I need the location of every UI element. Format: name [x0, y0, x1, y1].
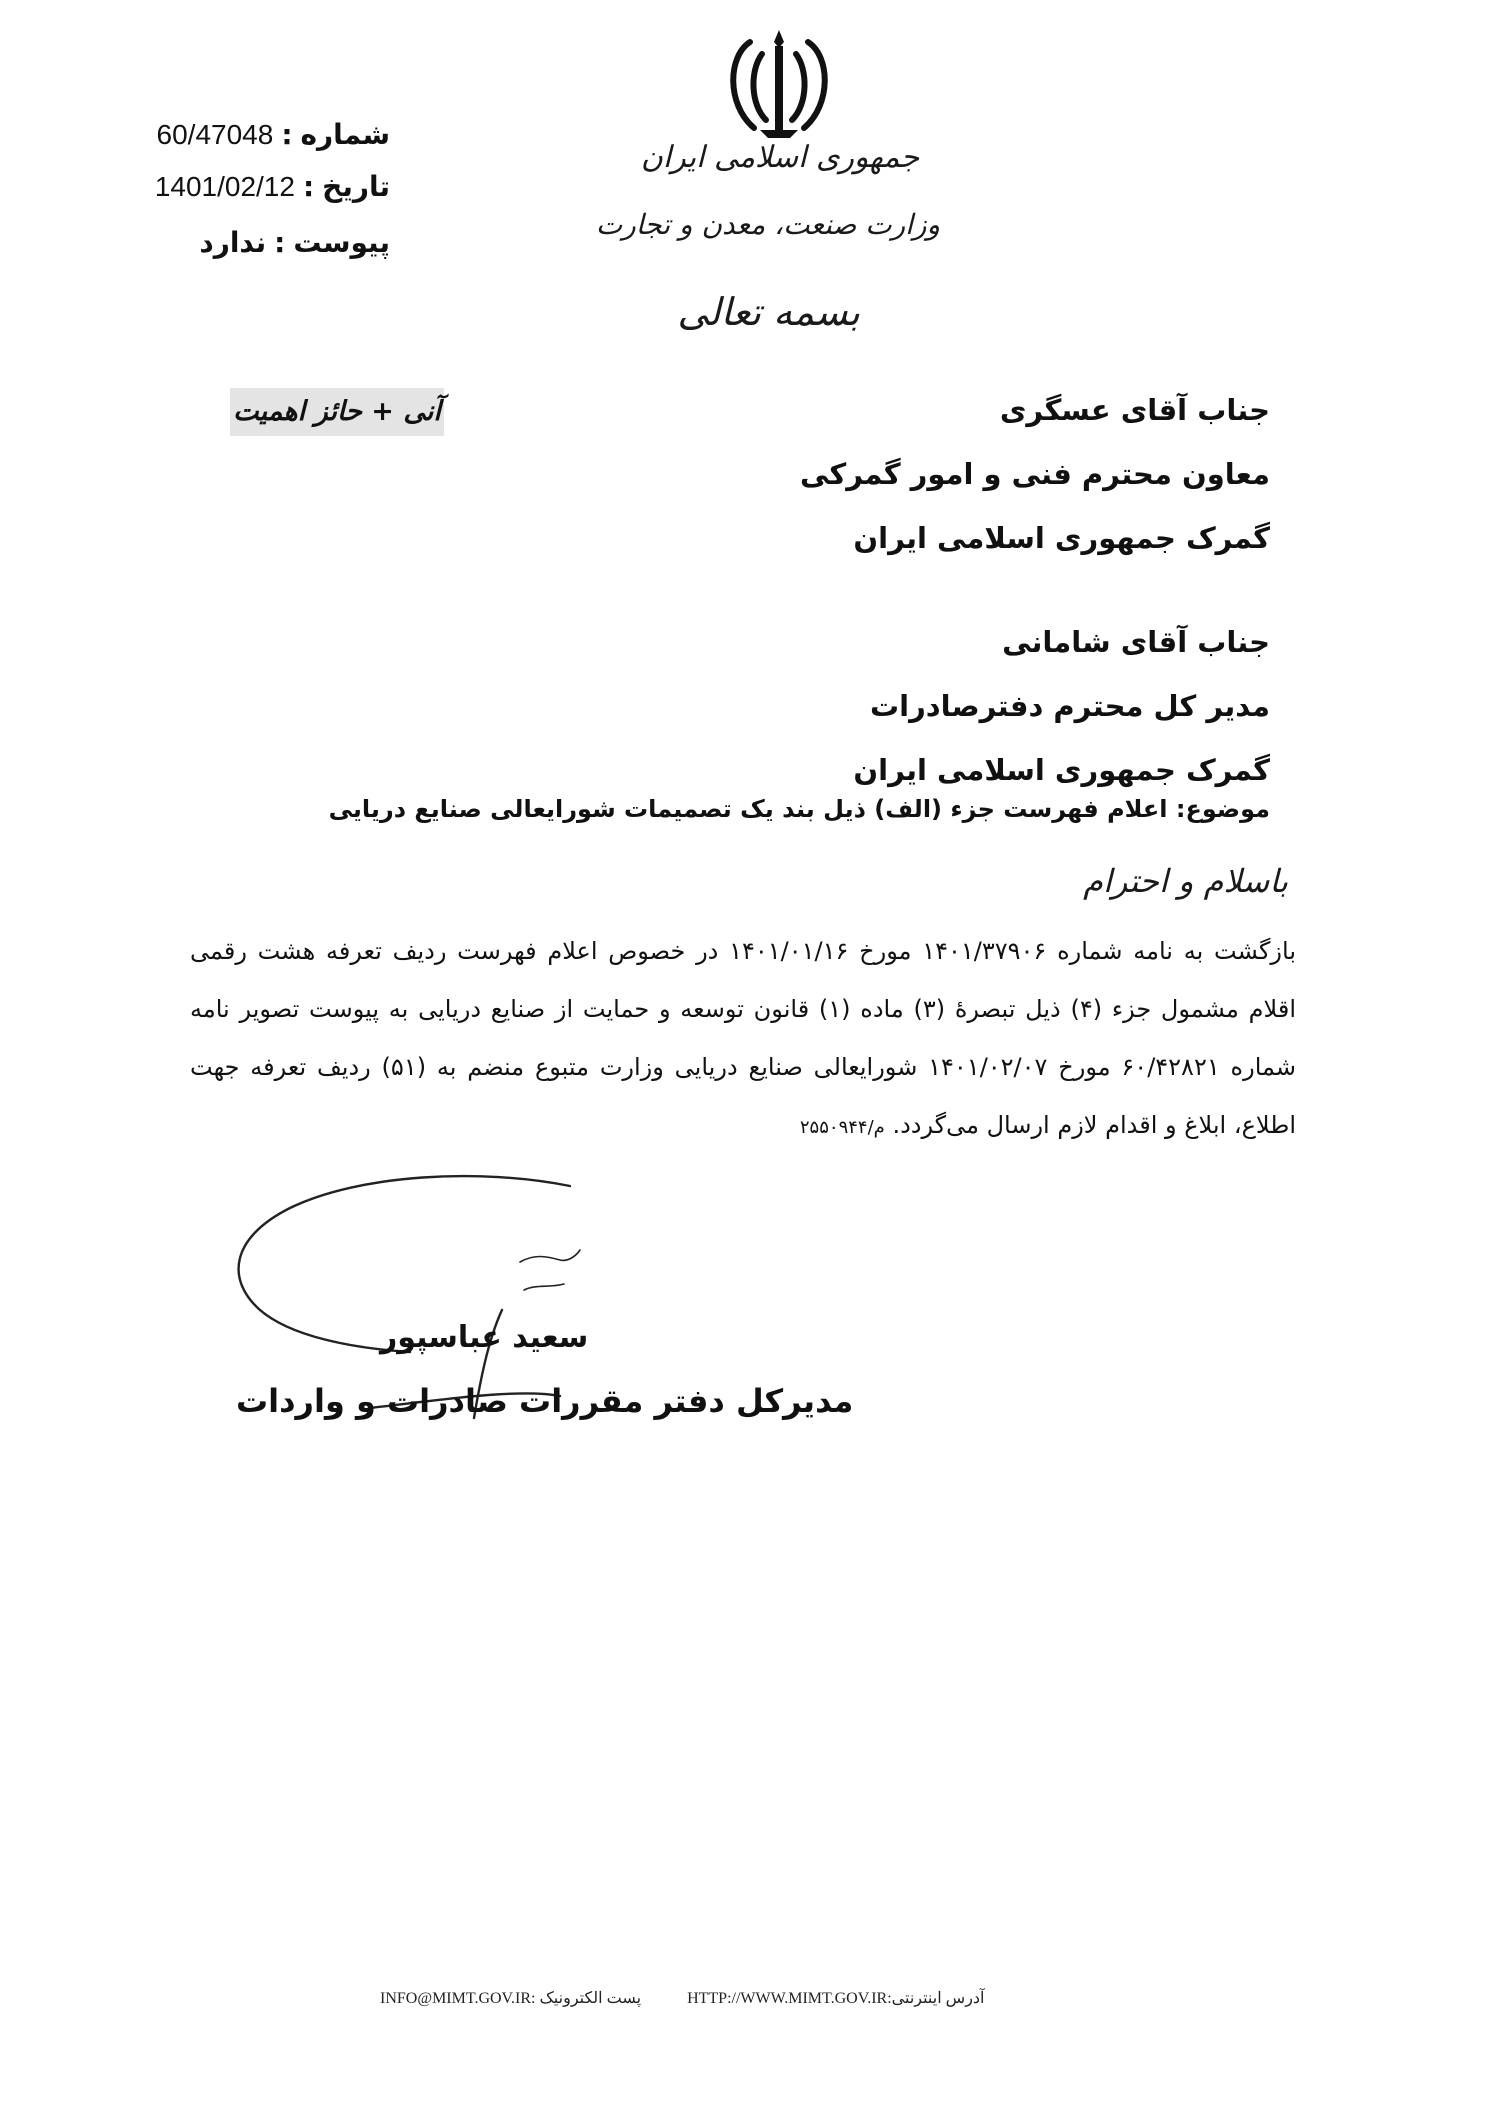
basmala-text: بسمه تعالی — [677, 290, 860, 334]
addressee-block-2 — [853, 622, 1270, 814]
letter-date: تاریخ:1401/02/12 — [154, 170, 390, 203]
reference-number: م/۲۵۵۰۹۴۴ — [799, 1117, 885, 1138]
letter-number-value: 60/47048 — [156, 119, 274, 150]
addressee-1-position: معاون محترم فنی و امور گمرکی — [800, 457, 1270, 491]
addressee-2-name: جناب آقای شامانی — [1002, 625, 1270, 659]
letter-attachment-value: ندارد — [199, 226, 267, 259]
addressee-2-organization: گمرک جمهوری اسلامی ایران — [853, 753, 1270, 787]
footer-website-label: آدرس اینترنتی — [891, 1990, 985, 2007]
urgency-badge: آنی + حائز اهمیت — [230, 388, 444, 436]
footer — [380, 1988, 1140, 2008]
footer-email: INFO@MIMT.GOV.IR: — [380, 1990, 536, 2007]
footer-email-label: پست الکترونیک — [539, 1990, 642, 2007]
addressee-1-organization: گمرک جمهوری اسلامی ایران — [853, 521, 1270, 555]
emblem-icon — [720, 22, 838, 142]
signatory-title: مدیرکل دفتر مقررات صادرات و واردات — [236, 1382, 854, 1420]
emblem-ministry-text: وزارت صنعت، معدن و تجارت — [595, 208, 940, 241]
addressee-block-1 — [800, 390, 1270, 582]
greeting-text: باسلام و احترام — [1083, 862, 1288, 900]
letter-attachment-label: پیوست — [293, 226, 390, 259]
footer-website: HTTP://WWW.MIMT.GOV.IR: — [687, 1990, 892, 2007]
letter-body — [190, 922, 1296, 1157]
letter-number: شماره:60/47048 — [156, 118, 390, 151]
addressee-1-name: جناب آقای عسگری — [999, 393, 1270, 427]
letter-body-text: بازگشت به نامه شماره ۱۴۰۱/۳۷۹۰۶ مورخ ۱۴۰۱/۰۱/۱۶ در خصوص اعلام فهرست ردیف تعرفه هشت رقمی اقلام مشمول جزء (۴) ذیل تبصرهٔ (۳) ماده (۱) قانون توسعه و حمایت از صنایع دریایی به پیوست تصویر نامه شماره ۶۰/۴۲۸۲۱ مورخ ۱۴۰۱/۰۲/۰۷ شورایعالی صنایع دریایی وزارت متبوع منضم به (۵۱) ردیف تعرفه جهت اطلاع، ابلاغ و اقدام لازم ارسال می‌گردد. — [190, 937, 1297, 1139]
emblem-country-text: جمهوری اسلامی ایران — [640, 140, 920, 175]
signatory-name: سعید عباسپور — [380, 1320, 589, 1355]
letter-subject: موضوع: اعلام فهرست جزء (الف) ذیل بند یک تصمیمات شورایعالی صنایع دریایی — [328, 795, 1270, 823]
letter-number-label: شماره — [300, 118, 390, 151]
letter-date-value: 1401/02/12 — [154, 171, 295, 202]
addressee-2-position: مدیر کل محترم دفترصادرات — [870, 689, 1270, 723]
letter-attachment: پیوست:ندارد — [199, 226, 390, 259]
letter-date-label: تاریخ — [322, 170, 390, 203]
